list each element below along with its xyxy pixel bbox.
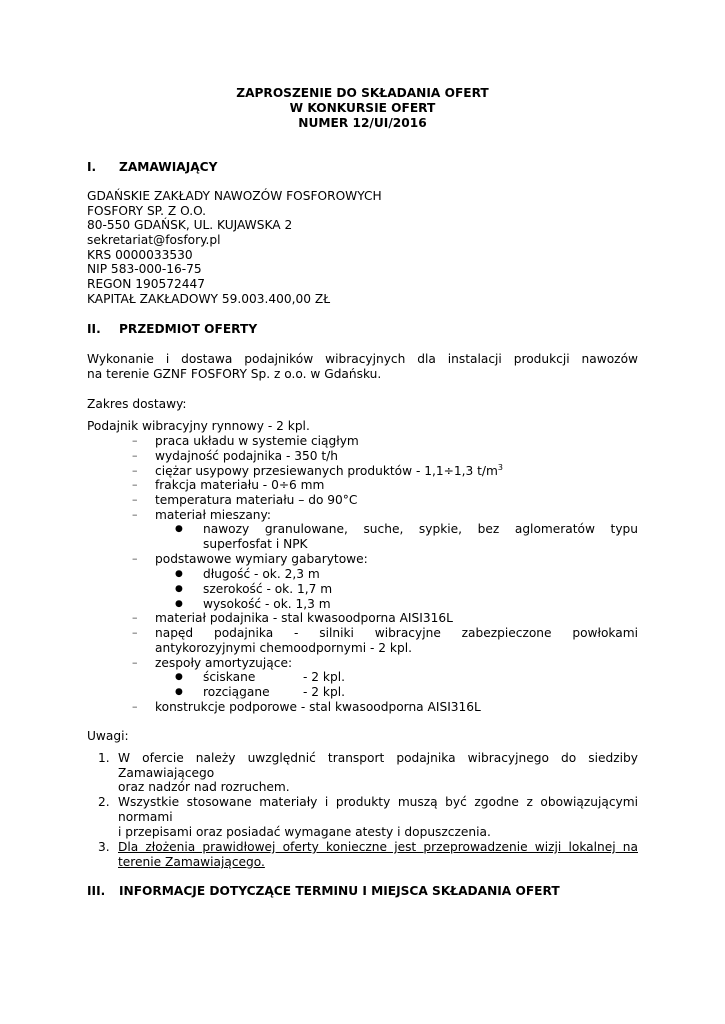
note-text: W ofercie należy uwzględnić transport podajnika wibracyjnego do siedziby (118, 751, 638, 765)
contractor-line: 80-550 GDAŃSK, UL. KUJAWSKA 2 (87, 218, 293, 233)
bullet-marker: ● (175, 672, 183, 682)
section-1-heading (87, 160, 217, 175)
contractor-line: KAPITAŁ ZAKŁADOWY 59.003.400,00 ZŁ (87, 291, 331, 306)
dash-marker: – (132, 656, 138, 669)
spec-text: ciężar usypowy przesiewanych produktów - 1,1÷1,3 t/m (155, 464, 498, 478)
note-text: Wszystkie stosowane materiały i produkty muszą być zgodne z obowiązującymi (118, 795, 638, 809)
dash-marker: – (132, 493, 138, 506)
sub-item-qty: - 2 kpl. (303, 670, 345, 684)
spec-item: zespoły amortyzujące: (155, 656, 293, 670)
bullet-marker: ● (175, 599, 183, 609)
contractor-details (87, 189, 382, 307)
spec-item: napęd podajnika - silniki wibracyjne zabezpieczone powłokami (155, 626, 638, 640)
note-text: Zamawiającego (118, 766, 215, 780)
offer-intro-line-2: na terenie GZNF FOSFORY Sp. z o.o. w Gdańsku. (87, 366, 382, 381)
sub-item-continuation: superfosfat i NPK (203, 537, 308, 551)
note-number: 3. (98, 840, 110, 854)
spec-item: frakcja materiału - 0÷6 mm (155, 478, 325, 492)
sub-item: wysokość - ok. 1,3 m (203, 597, 331, 611)
dash-marker: – (132, 464, 138, 477)
spec-item: podstawowe wymiary gabarytowe: (155, 552, 368, 566)
note-number: 1. (98, 751, 110, 765)
spec-item: temperatura materiału – do 90°C (155, 493, 358, 507)
sub-item-name: rozciągane (203, 685, 270, 699)
spec-item: materiał podajnika - stal kwasoodporna AISI316L (155, 611, 453, 625)
dash-marker: – (132, 611, 138, 624)
note-text-underlined: terenie Zamawiającego. (118, 855, 265, 869)
bullet-marker: ● (175, 524, 183, 534)
contractor-line: GDAŃSKIE ZAKŁADY NAWOZÓW FOSFOROWYCH (87, 189, 382, 203)
spec-item: praca układu w systemie ciągłym (155, 434, 359, 448)
item-title: Podajnik wibracyjny rynnowy - 2 kpl. (87, 419, 310, 433)
sub-item-qty: - 2 kpl. (303, 685, 345, 699)
sub-item: długość - ok. 2,3 m (203, 567, 320, 581)
section-2-title: PRZEDMIOT OFERTY (119, 322, 258, 336)
contractor-line: REGON 190572447 (87, 277, 205, 292)
note-text: normami (118, 810, 173, 824)
dash-marker: – (132, 508, 138, 521)
bullet-marker: ● (175, 584, 183, 594)
superscript: 3 (497, 463, 503, 472)
bullet-marker: ● (175, 569, 183, 579)
dash-marker: – (132, 449, 138, 462)
spec-item (155, 464, 503, 479)
section-2-number: II. (87, 322, 101, 336)
section-1-number: I. (87, 160, 97, 174)
dash-marker: – (132, 434, 138, 447)
note-text-underlined: Dla złożenia prawidłowej oferty konieczne jest przeprowadzenie wizji lokalnej na (118, 840, 638, 854)
spec-item: wydajność podajnika - 350 t/h (155, 449, 338, 463)
section-3-title: INFORMACJE DOTYCZĄCE TERMINU I MIEJSCA SKŁADANIA OFERT (119, 884, 560, 898)
contractor-line: FOSFORY SP. Z O.O. (87, 203, 207, 218)
offer-intro (87, 352, 638, 381)
note-text: oraz nadzór nad rozruchem. (118, 780, 290, 794)
title-line-1: ZAPROSZENIE DO SKŁADANIA OFERT (236, 86, 489, 100)
section-1-title: ZAMAWIAJĄCY (119, 160, 218, 174)
contractor-line: NIP 583-000-16-75 (87, 262, 202, 277)
bullet-marker: ● (175, 687, 183, 697)
dash-marker: – (132, 552, 138, 565)
note-text: i przepisami oraz posiadać wymagane atesty i dopuszczenia. (118, 825, 491, 839)
spec-item-continuation: antykorozyjnymi chemoodpornymi - 2 kpl. (155, 641, 412, 655)
note-number: 2. (98, 795, 110, 809)
dash-marker: – (132, 478, 138, 491)
spec-item: materiał mieszany: (155, 508, 271, 522)
scope-label: Zakres dostawy: (87, 397, 187, 411)
dash-marker: – (132, 700, 138, 713)
section-3-number: III. (87, 884, 106, 898)
contractor-email: sekretariat@fosfory.pl (87, 233, 221, 248)
notes-label: Uwagi: (87, 729, 129, 743)
document-title (0, 86, 725, 131)
offer-intro-line-1: Wykonanie i dostawa podajników wibracyjnych dla instalacji produkcji nawozów (87, 352, 638, 366)
contractor-line: KRS 0000033530 (87, 247, 193, 262)
section-2-heading (87, 322, 257, 337)
dash-marker: – (132, 626, 138, 639)
section-3-heading (87, 884, 560, 899)
sub-item-name: ściskane (203, 670, 256, 684)
title-line-2: W KONKURSIE OFERT (289, 101, 436, 115)
spec-item: konstrukcje podporowe - stal kwasoodporna AISI316L (155, 700, 481, 714)
sub-item: szerokość - ok. 1,7 m (203, 582, 333, 596)
title-line-3: NUMER 12/UI/2016 (298, 116, 427, 130)
sub-item: nawozy granulowane, suche, sypkie, bez aglomeratów typu (203, 522, 638, 536)
